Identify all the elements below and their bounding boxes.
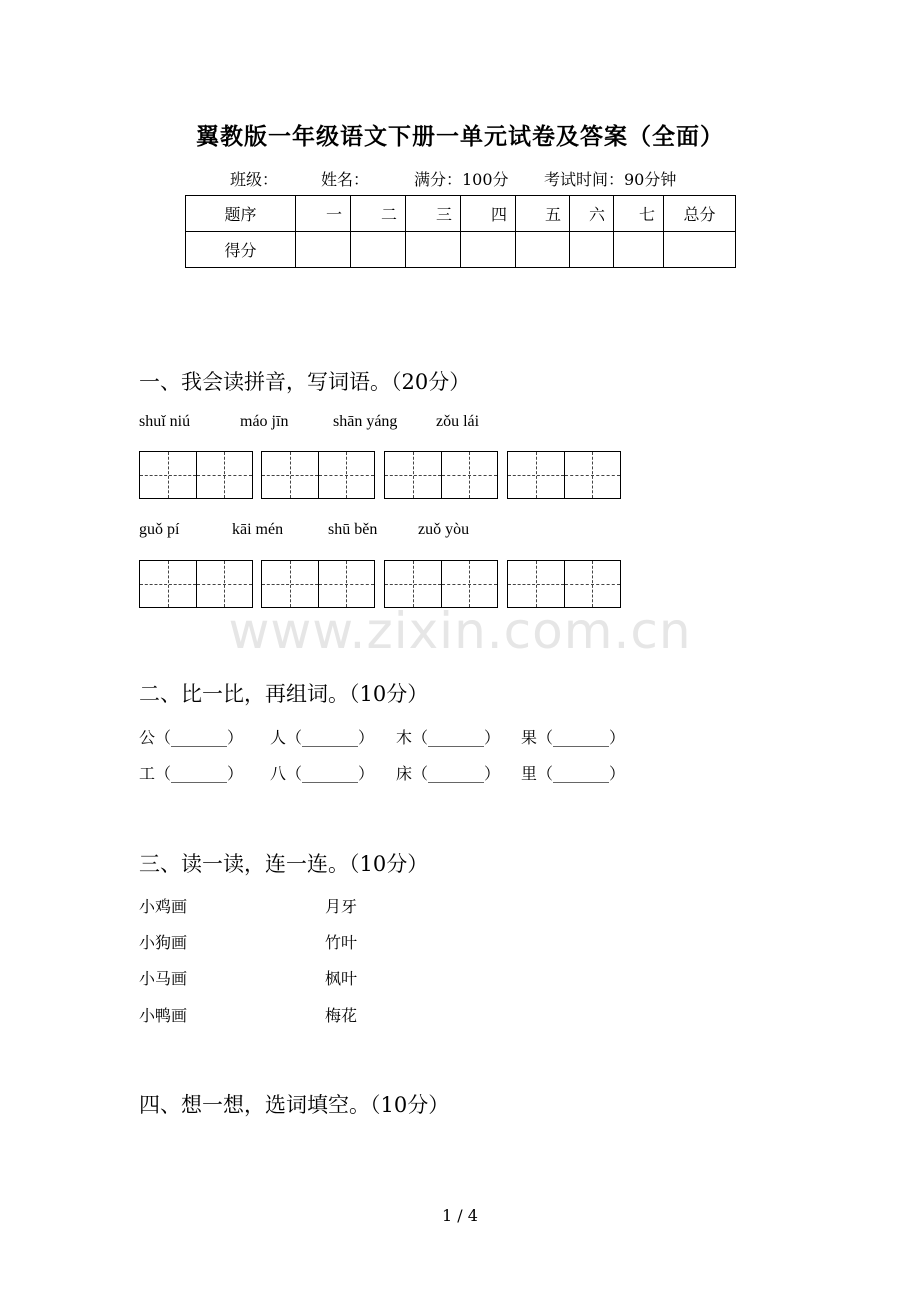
header-cell: 总分 [664,196,736,232]
score-table-header-row [186,196,736,232]
section4-heading: 四、想一想，选词填空。（10分） [139,1093,450,1117]
writing-grid[interactable] [384,560,498,608]
pinyin: guǒ pí [139,521,180,538]
score-cell[interactable] [296,232,351,268]
pinyin: zǒu lái [436,413,480,430]
score-cell[interactable] [461,232,516,268]
word-pair-item[interactable]: 里（_______） [521,764,626,783]
writing-grid[interactable] [507,560,621,608]
score-cell[interactable] [351,232,406,268]
row-label-cell: 得分 [186,232,296,268]
header-cell: 题序 [186,196,296,232]
header-cell: 六 [570,196,614,232]
pinyin: shū běn [328,521,378,538]
watermark: www.zixin.com.cn [228,602,692,660]
writing-grid[interactable] [261,560,375,608]
header-cell: 五 [516,196,570,232]
page-number: 1 / 4 [442,1206,478,1225]
section3-heading: 三、读一读，连一连。（10分） [139,852,429,876]
writing-grid[interactable] [261,451,375,499]
header-cell: 一 [296,196,351,232]
match-right-item[interactable]: 梅花 [325,1006,358,1025]
writing-grid[interactable] [139,560,253,608]
class-label: 班级： [230,170,279,189]
score-cell[interactable] [406,232,461,268]
match-left-item[interactable]: 小鸡画 [139,897,188,916]
word-pair-item[interactable]: 工（_______） [139,764,244,783]
match-right-item[interactable]: 月牙 [325,897,358,916]
pinyin: zuǒ yòu [418,521,470,538]
match-left-item[interactable]: 小马画 [139,969,188,988]
word-pair-item[interactable]: 果（_______） [521,728,626,747]
writing-grid[interactable] [384,451,498,499]
word-pair-item[interactable]: 人（_______） [270,728,375,747]
full-score: 满分：100分 [414,170,509,189]
word-pair-item[interactable]: 八（_______） [270,764,375,783]
word-pair-item[interactable]: 公（_______） [139,728,244,747]
match-left-item[interactable]: 小狗画 [139,933,188,952]
header-cell: 三 [406,196,461,232]
score-cell[interactable] [614,232,664,268]
exam-time: 考试时间：90分钟 [544,170,677,189]
section1-heading: 一、我会读拼音，写词语。（20分） [139,370,471,394]
pinyin: máo jīn [240,413,289,430]
writing-grid[interactable] [507,451,621,499]
header-cell: 二 [351,196,406,232]
score-cell[interactable] [570,232,614,268]
pinyin: shuǐ niú [139,413,191,430]
header-cell: 四 [461,196,516,232]
score-cell[interactable] [664,232,736,268]
header-cell: 七 [614,196,664,232]
writing-grid[interactable] [139,451,253,499]
score-cell[interactable] [516,232,570,268]
word-pair-item[interactable]: 床（_______） [396,764,501,783]
score-table-score-row [186,232,736,268]
pinyin: kāi mén [232,521,284,538]
match-right-item[interactable]: 竹叶 [325,933,358,952]
word-pair-item[interactable]: 木（_______） [396,728,501,747]
name-label: 姓名： [321,170,370,189]
match-left-item[interactable]: 小鸭画 [139,1006,188,1025]
score-table [185,195,736,268]
match-right-item[interactable]: 枫叶 [325,969,358,988]
section2-heading: 二、比一比，再组词。（10分） [139,682,429,706]
pinyin: shān yáng [333,413,398,430]
page-title: 翼教版一年级语文下册一单元试卷及答案（全面） [196,123,724,150]
